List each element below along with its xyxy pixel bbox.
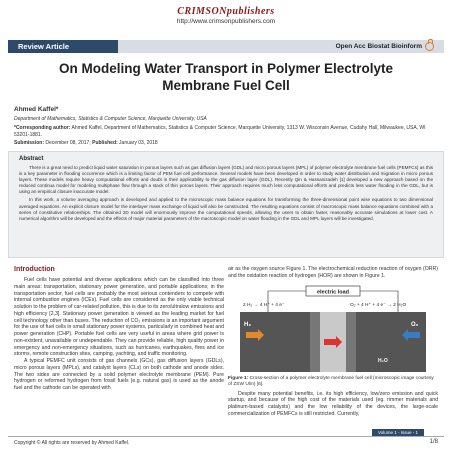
- article-dates: [14, 140, 438, 147]
- article-banner: [8, 40, 444, 53]
- page-footer: [8, 436, 444, 446]
- open-access-icon: [425, 42, 434, 51]
- corresponding-author: [14, 125, 438, 138]
- published-label: Published:: [92, 140, 118, 146]
- cathode-catalyst: [346, 312, 356, 372]
- publisher-header: [0, 6, 452, 25]
- author-name: Ahmed Kaffel*: [14, 106, 59, 113]
- abstract-paragraph-2: In this work, a volume averaging approach is developed and applied to the microscopic mass balance equations for transforming the three-dimensional point wise equations to two dimensional averaged equations. An explicit closure model for the interlayer mass exchange of liquid will also be constructed. The resulting equations consist of macroscopic mass balance equations combined with a series of constitutive relationships. The obtained 2D model will enormously improve the computational speeds, allowing the users to obtain faster, reasonably accurate simulations at lower cost. A numerical algorithm will be developed and the effects of major material parameters of the macroscopic model on water flooding in the GDL and MPL layers will be investigated.: [19, 197, 433, 221]
- intro-paragraph-3: air as the oxygen source Figure 1. The electrochemical reduction reaction of oxygen (ORR) and the oxidation reaction of hydrogen (HOR) are shown in Figure 1.: [228, 266, 438, 279]
- caption-text: Cross-section of a polymer electrolyte membrane fuel cell (microscopic image courtesy of ZSW Ulm) [6].: [228, 375, 434, 387]
- volume-badge: Volume 1 - Issue - 1: [372, 429, 424, 436]
- cathode-gdl: [356, 312, 426, 372]
- introduction-heading: Introduction: [14, 266, 55, 273]
- figure-1-caption: [228, 376, 438, 388]
- article-type: Review Article: [8, 40, 118, 53]
- electric-load-label: electric load: [316, 289, 350, 295]
- water-label: H₂O: [378, 357, 388, 364]
- submission-label: Submission:: [14, 140, 45, 146]
- intro-paragraph-1: Fuel cells have potential and diverse applications which can be classified into three main areas: transportation, stationary power generation, and portable applications; in the transportation sector, fuel cells are probably the most serious contenders to compete with internal combustion engines (ICEs). Fuel cells are considered as the only viable technical solution to the problem of car-related pollution, this is due to its zero/ultralow emissions and high efficiency [2,3]. Stationary power generation is viewed as the leading market for fuel cell technology other than buses. The reduction of CO₂ emissions is an important argument for the use of fuel cells in small stationary power systems, particularly in combined heat and power generation (CHP). Portable fuel cells are very useful in areas where grid power is non-existent, unavailable or undependable. They can provide reliable, high quality power in emergency and non-emergency situations, such as hurricanes, earthquakes, fires and ice storms, remote construction sites, camping, yachting, and traffic monitoring.: [14, 277, 224, 358]
- abstract-box: [8, 151, 444, 258]
- publisher-logo: CRIMSONpublishers: [177, 6, 275, 17]
- title-line-1: On Modeling Water Transport in Polymer Electrolyte: [58, 61, 394, 76]
- fuel-cell-diagram: [228, 284, 438, 374]
- caption-label: Figure 1:: [228, 375, 249, 381]
- anode-catalyst: [310, 312, 320, 372]
- abstract-paragraph-1: There is a great need to predict liquid water saturation in porous layers such as gas diffusion layers (GDL) and micro porous layers (MPL) of polymer electrolyte membrane fuel cells (PEMFCs) as this is a key parameter in flooding occurrence which is a limiting factor of PEM fuel cell performance. Several models have been developed in order to study water distribution and migration in micro porous layers. These models require heavy computational efforts and doubt in their applicability to the gas diffusion layer (GDL). Recently Qin & Hassanizadeh [1] developed a new approach based on the reduced continua model for modeling multiphase flow through a stack of thin porous layers. Their approach requires much less computational efforts and predicts less water flooding in the GDL, but is using an empirical closure inaccurate model.: [19, 165, 433, 195]
- right-column: [228, 266, 438, 418]
- cathode-equation: O₂ + 4 H⁺ + 4 e⁻ → 2 H₂O: [350, 302, 407, 308]
- anode-equation: 2 H₂ → 4 H⁺ + 4 e⁻: [243, 302, 285, 308]
- oxygen-label: O₂: [411, 321, 419, 328]
- published-date: January 03, 2018: [117, 140, 158, 146]
- page-number: 1/8: [429, 439, 438, 445]
- publisher-url[interactable]: http://www.crimsonpublishers.com: [176, 18, 276, 25]
- corresponding-label: *Corresponding author:: [14, 125, 71, 131]
- intro-paragraph-4: Despite many potential benefits, i.e. its high efficiency, low/zero emission and quick startup, and because of the high cost of the materials used (eg. rimmer materials and platinum-based catalysts) and the low reliability of the devices, the large-scale commercialization of PEMFCs is still restricted. Currently,: [228, 390, 438, 417]
- intro-paragraph-2: A typical PEMFC unit consists of gas channels (GCs), gas diffusion layers (GDLs), micro porous layers (MPLs), and catalyst layers (CLs) on both cathode and anode sides. The two sides are connected by a solid polymer electrolyte membrane (PEM). Pure hydrogen or reformed hydrogen from fossil fuels (e.g. natural gas) is used as the anode fuel and the cathode can be operated with: [14, 358, 224, 391]
- submission-date: December 08, 2017;: [44, 140, 93, 146]
- author-department: Department of Mathematics, Statistics & Computer Science, Marquette University, USA: [14, 116, 207, 122]
- abstract-heading: Abstract: [19, 156, 44, 162]
- hydrogen-label: H₂: [244, 321, 251, 328]
- article-title: [20, 60, 432, 94]
- figure-1: [228, 284, 438, 388]
- corresponding-text: Ahmed Kaffel, Department of Mathematics, Statistics & Computer Science, Marquette University, 1313 W. Wisconsin Avenue, Cudahy Hall, Milwaukee, USA, WI 53201-1881.: [14, 125, 426, 138]
- anode-gdl: [240, 312, 310, 372]
- left-column: [14, 266, 224, 392]
- copyright-notice: Copyright © All rights are reserved by Ahmed Kaffel.: [14, 440, 130, 446]
- journal-name: Open Acc Biostat Bioinform: [335, 43, 422, 50]
- title-line-2: Membrane Fuel Cell: [162, 78, 290, 93]
